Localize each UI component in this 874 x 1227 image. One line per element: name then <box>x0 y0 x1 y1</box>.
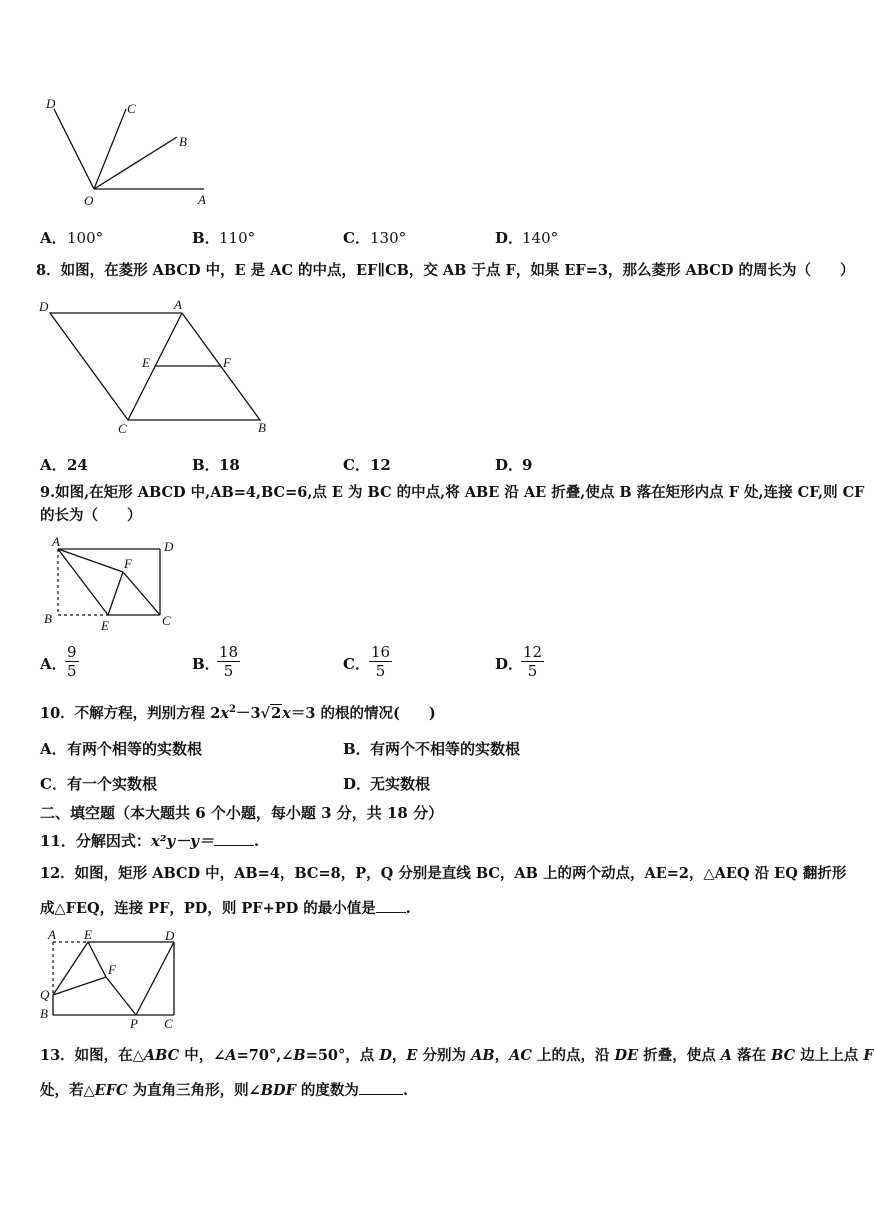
label-B: B <box>40 1006 48 1021</box>
denominator: 5 <box>223 662 234 680</box>
label-E: E <box>101 618 109 633</box>
q8-options <box>40 455 840 475</box>
q10-var-x2: x <box>282 704 291 722</box>
q10-option-d-letter: D． <box>343 775 372 793</box>
q10-var-x: x <box>220 704 229 722</box>
label-A: A <box>52 534 60 549</box>
q13-var: A <box>225 1047 237 1064</box>
q8-option-c: 12 <box>370 456 391 474</box>
q13-text: 13．如图，在△ <box>40 1047 144 1064</box>
q9-option-a-fraction <box>65 643 79 680</box>
label-B: B <box>179 134 187 149</box>
label-A: A <box>48 927 56 942</box>
q10-radicand: 2 <box>271 704 282 722</box>
label-C: C <box>164 1016 173 1031</box>
q13-question-line1 <box>40 1046 874 1066</box>
q13-var: AC <box>509 1047 532 1064</box>
q9-option-c-fraction <box>369 643 392 680</box>
answer-blank[interactable] <box>214 845 254 846</box>
q12-line2-text: 成△FEQ，连接 PF，PD，则 PF+PD 的最小值是 <box>40 900 376 917</box>
q13-text: 落在 <box>732 1047 772 1064</box>
q10-question <box>40 700 436 724</box>
q9-option-b-fraction <box>217 643 240 680</box>
numerator: 18 <box>219 643 239 661</box>
q13-text: 边上上点 <box>795 1047 864 1064</box>
angle-figure <box>40 95 220 210</box>
q8-option-a: 24 <box>67 456 88 474</box>
q13-var: F <box>863 1047 874 1064</box>
q8-option-d: 9 <box>522 456 533 474</box>
q10-exponent: 2 <box>228 704 236 715</box>
label-C: C <box>162 613 171 628</box>
q13-var: DE <box>614 1047 639 1064</box>
q9-option-d-fraction <box>521 643 544 680</box>
q7-option-a: 100° <box>67 229 104 247</box>
label-E: E <box>84 927 92 942</box>
q11-end: . <box>253 832 260 850</box>
q13-text: 折叠，使点 <box>638 1047 721 1064</box>
q10-option-b-letter: B． <box>343 740 371 758</box>
q10-options-row1 <box>40 739 840 759</box>
q7-option-c-letter: C． <box>343 229 370 247</box>
q13-var: EFC <box>94 1082 128 1099</box>
label-B: B <box>258 420 266 435</box>
q10-option-d: 无实数根 <box>370 775 431 793</box>
q13-var: BDF <box>260 1082 296 1099</box>
rhombus-figure <box>36 295 276 440</box>
q10-minus-three: －3 <box>235 704 261 722</box>
q13-var: BC <box>771 1047 796 1064</box>
q13-var: ABC <box>143 1047 180 1064</box>
label-O: O <box>84 193 94 208</box>
q8-option-d-letter: D． <box>495 456 524 474</box>
q13-end: . <box>402 1082 408 1099</box>
label-B: B <box>44 611 52 626</box>
label-Q: Q <box>40 987 50 1002</box>
denominator: 5 <box>375 662 386 680</box>
q13-text: ， <box>494 1047 510 1064</box>
q9-question-line2: 的长为（ ） <box>40 507 142 524</box>
q8-question: 8．如图，在菱形 ABCD 中，E 是 AC 的中点，EF∥CB，交 AB 于点 F，如果 EF=3，那么菱形 ABCD 的周长为（ ） <box>36 262 855 279</box>
q13-text: ， <box>391 1047 407 1064</box>
q7-option-b-letter: B． <box>192 229 220 247</box>
q10-prefix: 10．不解方程，判别方程 2 <box>40 704 221 722</box>
rectangle-fold-figure-2 <box>38 927 188 1032</box>
q8-option-b: 18 <box>219 456 240 474</box>
label-P: P <box>130 1016 138 1031</box>
section-heading: 二、填空题（本大题共 6 个小题，每小题 3 分，共 18 分） <box>40 804 444 822</box>
q13-text: 处，若△ <box>40 1082 95 1099</box>
q9-option-c-letter: C． <box>343 655 370 673</box>
numerator: 9 <box>67 643 77 661</box>
q8-option-c-letter: C． <box>343 456 370 474</box>
label-D: D <box>46 96 56 111</box>
q7-option-d: 140° <box>522 229 559 247</box>
q13-var: D <box>379 1047 392 1064</box>
q9-option-b-letter: B． <box>192 655 220 673</box>
q13-var: B <box>293 1047 306 1064</box>
q9-options <box>40 640 840 686</box>
label-D: D <box>165 928 175 943</box>
q8-option-a-letter: A． <box>40 456 67 474</box>
numerator: 16 <box>371 643 391 661</box>
label-A: A <box>198 192 206 207</box>
q7-option-c: 130° <box>370 229 407 247</box>
q13-text: 上的点，沿 <box>531 1047 615 1064</box>
answer-blank[interactable] <box>376 912 406 913</box>
q13-var: AB <box>471 1047 495 1064</box>
q10-option-a: 有两个相等的实数根 <box>67 740 203 758</box>
label-F: F <box>108 962 116 977</box>
label-F: F <box>223 355 231 370</box>
q10-option-c-letter: C． <box>40 775 67 793</box>
label-C: C <box>118 421 127 436</box>
sqrt-icon: √ <box>260 704 271 722</box>
q11-question <box>40 831 259 851</box>
q10-options-row2 <box>40 774 840 794</box>
rectangle-fold-figure <box>40 535 190 635</box>
label-E: E <box>142 355 150 370</box>
label-C: C <box>127 101 136 116</box>
q8-option-b-letter: B． <box>192 456 220 474</box>
q12-question-line1: 12．如图，矩形 ABCD 中，AB=4，BC=8，P，Q 分别是直线 BC，AB 上的两个动点，AE=2，△AEQ 沿 EQ 翻折形 <box>40 865 847 882</box>
q13-text: 中，∠ <box>179 1047 226 1064</box>
denominator: 5 <box>67 662 77 680</box>
q7-options <box>40 228 840 248</box>
q12-end: . <box>405 900 411 917</box>
numerator: 12 <box>523 643 543 661</box>
q13-text: 分别为 <box>417 1047 472 1064</box>
label-D: D <box>39 299 49 314</box>
q13-text: =70°,∠ <box>236 1047 294 1064</box>
q11-prefix: 11．分解因式： <box>40 832 151 850</box>
q12-question-line2 <box>40 899 411 919</box>
answer-blank[interactable] <box>359 1094 403 1095</box>
q13-var: E <box>406 1047 418 1064</box>
q10-option-b: 有两个不相等的实数根 <box>370 740 521 758</box>
q9-question-line1: 9.如图,在矩形 ABCD 中,AB=4,BC=6,点 E 为 BC 的中点,将 ABE 沿 AE 折叠,使点 B 落在矩形内点 F 处,连接 CF,则 CF <box>40 484 865 501</box>
label-A: A <box>174 297 182 312</box>
q13-text: 的度数为 <box>295 1082 359 1099</box>
denominator: 5 <box>527 662 538 680</box>
q11-expression: x²y－y＝ <box>150 832 214 850</box>
q9-option-d-letter: D． <box>495 655 524 673</box>
q10-option-a-letter: A． <box>40 740 67 758</box>
q7-option-b: 110° <box>219 229 256 247</box>
q7-option-d-letter: D． <box>495 229 524 247</box>
q10-option-c: 有一个实数根 <box>67 775 158 793</box>
q13-text: =50°，点 <box>305 1047 380 1064</box>
q13-var: A <box>720 1047 733 1064</box>
q10-suffix: ＝3 的根的情况( ) <box>290 704 436 722</box>
q9-option-a-letter: A． <box>40 655 67 673</box>
q7-option-a-letter: A． <box>40 229 67 247</box>
q13-text: 为直角三角形，则∠ <box>127 1082 261 1099</box>
label-F: F <box>124 556 132 571</box>
label-D: D <box>164 539 174 554</box>
q13-question-line2 <box>40 1081 408 1101</box>
